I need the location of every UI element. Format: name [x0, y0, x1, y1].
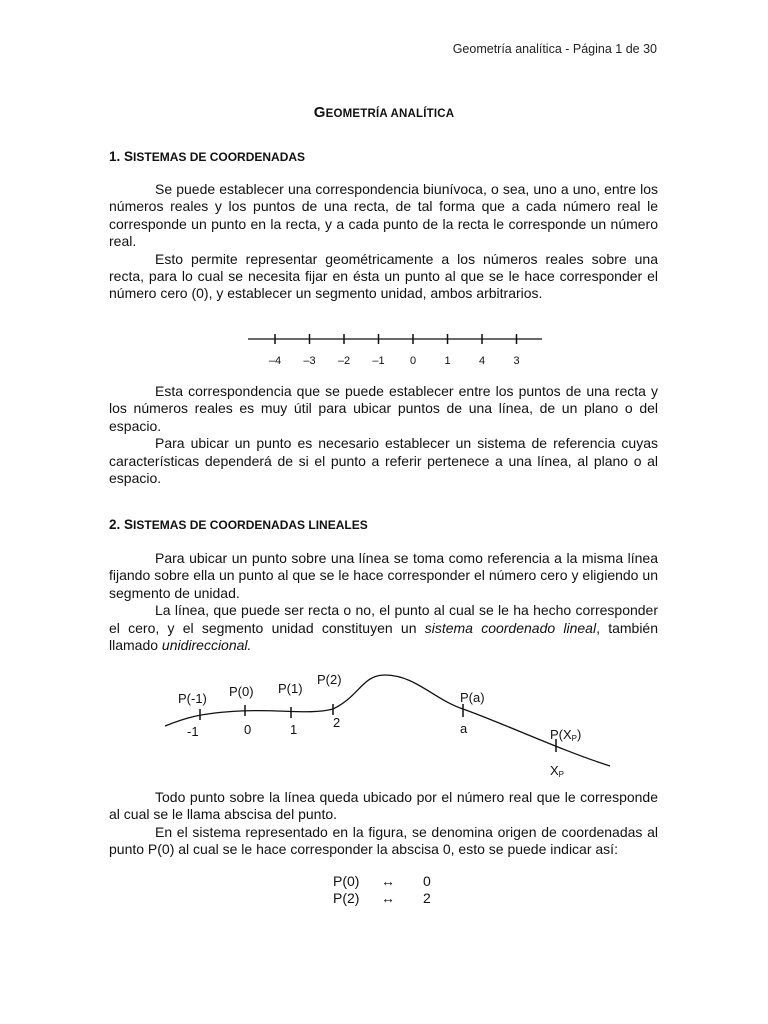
section-2-text-a — [109, 550, 658, 654]
number-line-label: –4 — [268, 355, 282, 367]
page-title — [0, 104, 768, 121]
label-ta: a — [460, 721, 468, 736]
label-t0: 0 — [244, 722, 252, 737]
label-p1: P(1) — [278, 681, 303, 696]
title-rest: EOMETRÍA ANALÍTICA — [325, 108, 455, 120]
section-1-heading — [109, 149, 305, 164]
section-2-heading — [109, 517, 368, 532]
eq-left: P(0) — [333, 873, 360, 889]
label-pxp-main: P(X — [550, 727, 572, 742]
number-line-label: –3 — [303, 355, 316, 367]
paragraph: Todo punto sobre la línea queda ubicado por el número real que le corresponde al cual se le llama abscisa del punto. — [109, 789, 658, 823]
paragraph: Esta correspondencia que se puede establecer entre los puntos de una recta y los números reales es muy útil para ubicar puntos de una línea, de un plano o del espacio. — [109, 383, 658, 434]
emphasis-text: sistema coordenado lineal — [424, 619, 597, 636]
text-run: , también llamado — [109, 619, 659, 654]
section-2-initial: S — [124, 517, 134, 532]
number-line-label: 3 — [513, 355, 520, 367]
label-txp-main: X — [550, 763, 559, 778]
label-txp — [550, 763, 564, 779]
number-line-label: 1 — [444, 355, 451, 367]
curve-figure — [0, 660, 768, 785]
paragraph — [109, 602, 658, 654]
paragraph: Para ubicar un punto sobre una línea se toma como referencia a la misma línea fijando sobre ella un punto al que se le hace corresponder el número cero y eligiendo un segmento de unidad. — [109, 550, 658, 601]
section-2-rest: ISTEMAS DE COORDENADAS LINEALES — [133, 518, 368, 532]
section-1-number: 1. — [109, 149, 125, 164]
label-t2: 2 — [333, 715, 341, 730]
number-line-figure — [245, 330, 545, 370]
label-p2: P(2) — [317, 672, 342, 687]
label-pxp-close: ) — [577, 727, 582, 742]
section-1-initial: S — [124, 149, 134, 164]
paragraph: Se puede establecer una correspondencia biunívoca, o sea, uno a uno, entre los números reales y los puntos de una recta, de tal forma que a cada número real le corresponde un punto en la recta, y a cada punto de la recta le corresponde un número real. — [109, 181, 658, 250]
paragraph: Para ubicar un punto es necesario establecer un sistema de referencia cuyas características dependerá de si el punto a referir pertenece a una línea, al plano o al espacio. — [109, 435, 658, 487]
number-line-label: 4 — [478, 355, 486, 367]
label-p-neg1: P(-1) — [178, 691, 207, 706]
section-1-text-a — [109, 181, 658, 303]
label-txp-sub: P — [558, 770, 565, 779]
label-pxp — [550, 727, 581, 743]
section-2-number: 2. — [109, 517, 125, 532]
section-1-rest: ISTEMAS DE COORDENADAS — [133, 150, 306, 164]
label-pa: P(a) — [460, 690, 485, 705]
eq-right: 2 — [423, 890, 431, 906]
number-line-label: 0 — [409, 355, 417, 367]
eq-arrow: ↔ — [381, 873, 395, 889]
number-line-label: –2 — [337, 355, 351, 367]
section-1-text-b — [109, 383, 658, 487]
title-initial: G — [313, 104, 326, 121]
label-pxp-sub: P — [571, 734, 578, 743]
equation-row — [333, 873, 431, 890]
emphasis-text: unidireccional. — [161, 637, 252, 654]
equation-row — [333, 890, 431, 907]
eq-arrow: ↔ — [381, 890, 395, 906]
eq-right: 0 — [423, 873, 431, 889]
text-run: La línea, que puede ser recta o no, el punto al cual se le ha hecho corresponder el cero, y el segmento unidad constituyen un — [109, 602, 658, 636]
page-header: Geometría analítica - Página 1 de 30 — [452, 42, 657, 56]
label-t-neg1: -1 — [187, 724, 199, 739]
paragraph: En el sistema representado en la figura, se denomina origen de coordenadas al punto P(0) al cual se le hace corresponder la abscisa 0, esto se puede indicar así: — [109, 823, 658, 858]
eq-left: P(2) — [333, 890, 360, 906]
label-p0: P(0) — [229, 684, 254, 699]
section-2-text-b — [109, 789, 658, 859]
number-line-label: –1 — [372, 355, 385, 367]
label-t1: 1 — [290, 722, 298, 737]
paragraph: Esto permite representar geométricamente a los números reales sobre una recta, para lo cual se necesita fijar en ésta un punto al que se le hace corresponder el número cero (0), y establecer un segmento unidad, ambos arbitrarios. — [109, 250, 658, 302]
